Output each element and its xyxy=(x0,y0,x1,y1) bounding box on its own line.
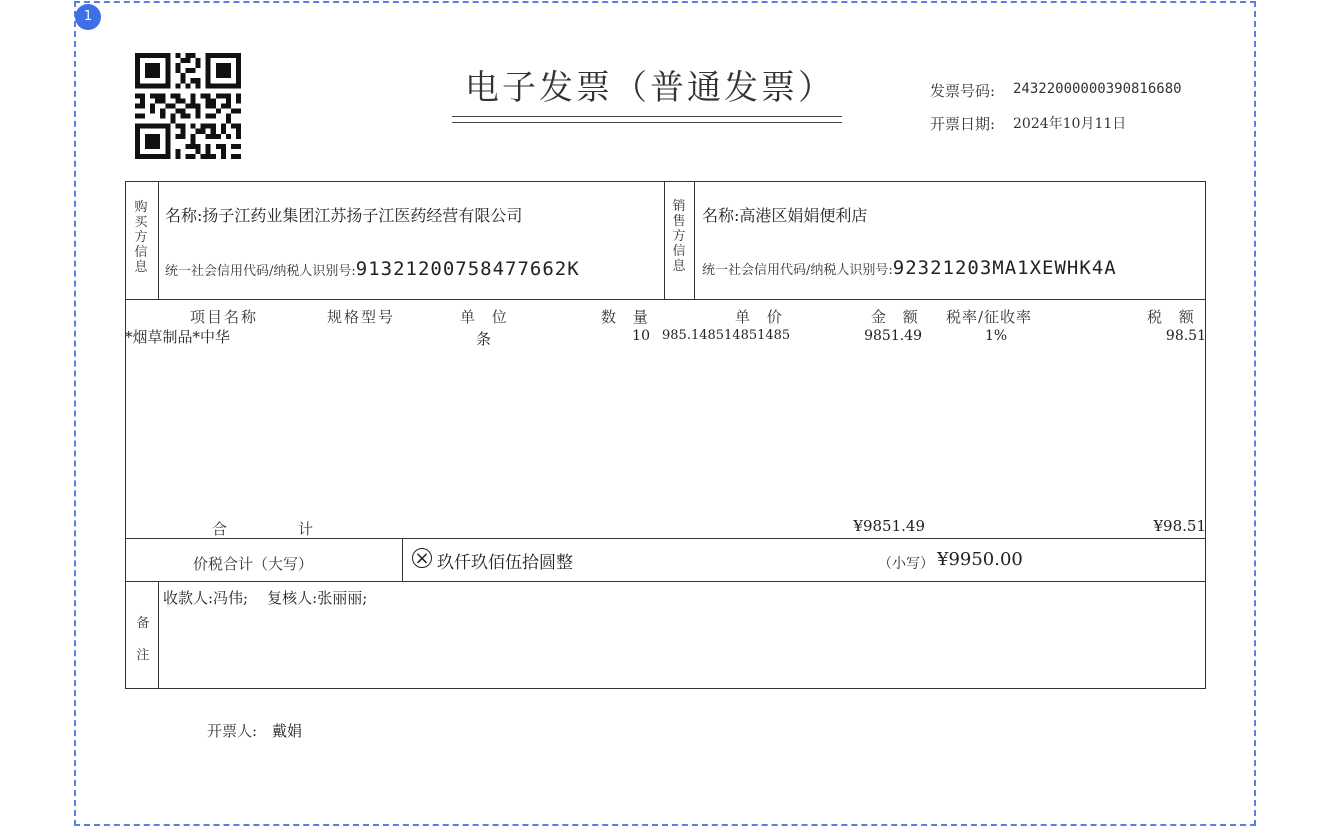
buyer-name-label: 名称: xyxy=(165,206,203,225)
buyer-label-divider xyxy=(158,181,159,299)
column-amount: 金 额 xyxy=(871,308,924,326)
remarks-side-label: 备 注 xyxy=(136,616,150,663)
item-price: 985.148514851485 xyxy=(662,328,791,343)
grand-total-divider xyxy=(125,581,1206,582)
total-label-ji: 计 xyxy=(298,520,314,538)
totals-divider xyxy=(125,538,1206,539)
item-unit: 条 xyxy=(476,330,492,348)
remarks-text: 收款人:冯伟; 复核人:张丽丽; xyxy=(163,589,368,607)
buyer-side-label: 购 买 方 信 息 xyxy=(134,200,148,275)
issuer-name: 戴娟 xyxy=(272,722,303,740)
buyer-id: 91321200758477662K xyxy=(355,258,580,280)
total-label-he: 合 xyxy=(212,520,228,538)
grand-total-small: ¥9950.00 xyxy=(937,549,1023,570)
invoice-title: 电子发票（普通发票） xyxy=(465,68,835,108)
seller-label-divider xyxy=(694,181,695,299)
buyer-name: 扬子江药业集团江苏扬子江医药经营有限公司 xyxy=(202,206,523,225)
column-rate: 税率/征收率 xyxy=(946,308,1033,326)
seller-name: 高港区娟娟便利店 xyxy=(739,206,868,225)
party-separator xyxy=(664,181,665,299)
seller-id: 92321203MA1XEWHK4A xyxy=(892,257,1117,279)
remark-label-divider xyxy=(158,581,159,689)
crossed-circle-icon: × xyxy=(412,548,432,568)
invoice-date: 2024年10月11日 xyxy=(1013,116,1127,132)
invoice-number-label: 发票号码: xyxy=(930,82,996,100)
title-underline-bottom xyxy=(452,122,842,123)
item-qty: 10 xyxy=(632,328,650,344)
invoice-date-label: 开票日期: xyxy=(930,115,996,133)
item-tax: 98.51 xyxy=(1165,328,1206,344)
grand-total-words: 玖仟玖佰伍拾圆整 xyxy=(437,553,573,573)
buyer-id-label: 统一社会信用代码/纳税人识别号: xyxy=(165,264,356,279)
column-tax: 税 额 xyxy=(1147,308,1200,326)
total-amount: ¥9851.49 xyxy=(853,517,925,535)
item-rate: 1% xyxy=(985,328,1008,344)
column-unit: 单 位 xyxy=(460,308,513,326)
seller-name-label: 名称: xyxy=(702,206,740,225)
seller-id-row xyxy=(702,257,1117,279)
item-name: *烟草制品*中华 xyxy=(125,328,231,346)
column-item: 项目名称 xyxy=(190,308,259,326)
party-divider xyxy=(125,299,1206,300)
words-divider xyxy=(402,538,403,581)
column-qty: 数 量 xyxy=(601,308,654,326)
qr-code-icon xyxy=(135,52,241,160)
seller-id-label: 统一社会信用代码/纳税人识别号: xyxy=(702,263,893,278)
column-price: 单 价 xyxy=(735,308,788,326)
invoice-number: 24322000000390816680 xyxy=(1013,81,1182,97)
buyer-name-row xyxy=(165,203,522,226)
column-spec: 规格型号 xyxy=(327,308,396,326)
seller-name-row xyxy=(702,203,867,226)
buyer-id-row xyxy=(165,258,580,280)
grand-total-small-label: （小写） xyxy=(878,556,934,572)
title-underline-top xyxy=(452,116,842,117)
annotation-badge: 1 xyxy=(75,4,101,30)
grand-total-words-label: 价税合计（大写） xyxy=(193,555,314,573)
issuer-label: 开票人: xyxy=(207,722,258,740)
seller-side-label: 销 售 方 信 息 xyxy=(672,199,686,274)
total-tax: ¥98.51 xyxy=(1153,517,1206,535)
item-amount: 9851.49 xyxy=(864,328,922,344)
